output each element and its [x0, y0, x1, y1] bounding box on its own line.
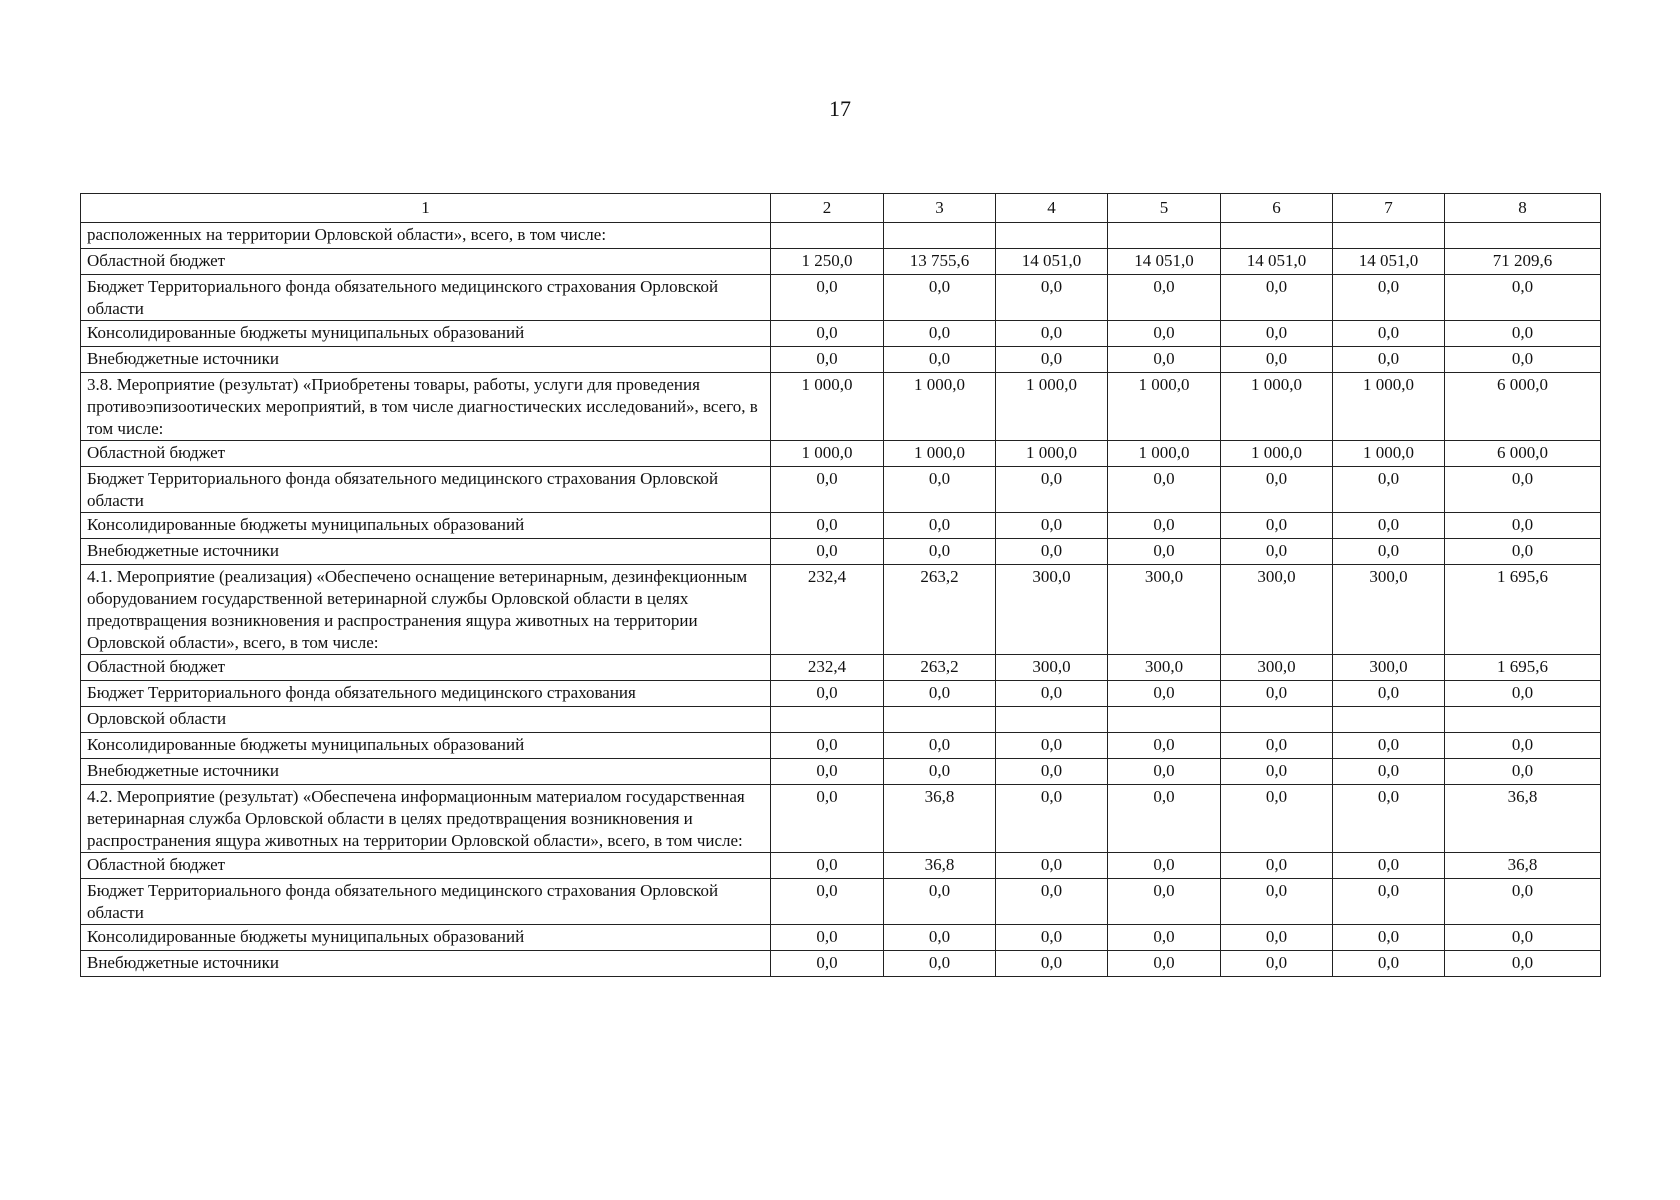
value-cell: 14 051,0: [1108, 249, 1221, 275]
value-cell: 300,0: [1108, 565, 1221, 655]
value-cell: 0,0: [996, 925, 1108, 951]
value-cell: 0,0: [1221, 539, 1333, 565]
page-number: 17: [829, 96, 851, 121]
value-cell: 0,0: [884, 275, 996, 321]
row-label: 4.1. Мероприятие (реализация) «Обеспечено оснащение ветеринарным, дезинфекционным оборудованием государственной ветеринарной службы Орловской области в целях предотвращения возникновения и распространения ящура животных на территории Орловской области», всего, в том числе:: [81, 565, 771, 655]
value-cell: 0,0: [1221, 733, 1333, 759]
value-cell: 0,0: [1108, 759, 1221, 785]
value-cell: 0,0: [1445, 879, 1601, 925]
value-cell: 300,0: [1221, 565, 1333, 655]
value-cell: 0,0: [1108, 925, 1221, 951]
budget-table: [80, 193, 1601, 977]
value-cell: 0,0: [1445, 925, 1601, 951]
value-cell: 0,0: [884, 539, 996, 565]
value-cell: [1221, 707, 1333, 733]
value-cell: 14 051,0: [1333, 249, 1445, 275]
value-cell: 0,0: [771, 785, 884, 853]
row-label: Областной бюджет: [81, 441, 771, 467]
value-cell: 0,0: [996, 513, 1108, 539]
value-cell: 0,0: [1221, 347, 1333, 373]
row-label: Консолидированные бюджеты муниципальных образований: [81, 733, 771, 759]
value-cell: 36,8: [884, 853, 996, 879]
row-label: 4.2. Мероприятие (результат) «Обеспечена информационным материалом государственная ветеринарная служба Орловской области в целях предотвращения возникновения и распространения ящура животных на территории Орловской области», всего, в том числе:: [81, 785, 771, 853]
value-cell: 300,0: [1108, 655, 1221, 681]
row-label: Внебюджетные источники: [81, 347, 771, 373]
value-cell: 0,0: [771, 759, 884, 785]
table-row: [81, 565, 1601, 655]
value-cell: 1 000,0: [996, 441, 1108, 467]
value-cell: 0,0: [1221, 513, 1333, 539]
table-row: [81, 655, 1601, 681]
header-cell: 4: [996, 194, 1108, 223]
value-cell: 0,0: [1333, 681, 1445, 707]
value-cell: 0,0: [1221, 759, 1333, 785]
value-cell: 0,0: [1333, 853, 1445, 879]
value-cell: 0,0: [1221, 785, 1333, 853]
value-cell: 0,0: [771, 853, 884, 879]
value-cell: [1221, 223, 1333, 249]
row-label: Консолидированные бюджеты муниципальных образований: [81, 513, 771, 539]
value-cell: 300,0: [996, 655, 1108, 681]
value-cell: 0,0: [884, 467, 996, 513]
value-cell: 1 000,0: [1108, 373, 1221, 441]
value-cell: 0,0: [1108, 681, 1221, 707]
row-label: Внебюджетные источники: [81, 759, 771, 785]
value-cell: 0,0: [1333, 347, 1445, 373]
value-cell: 6 000,0: [1445, 373, 1601, 441]
value-cell: 232,4: [771, 655, 884, 681]
value-cell: 0,0: [1108, 275, 1221, 321]
value-cell: 36,8: [884, 785, 996, 853]
value-cell: 300,0: [996, 565, 1108, 655]
value-cell: 1 000,0: [1108, 441, 1221, 467]
value-cell: 1 000,0: [1333, 441, 1445, 467]
table-row: [81, 925, 1601, 951]
value-cell: 0,0: [771, 879, 884, 925]
value-cell: 0,0: [1445, 347, 1601, 373]
table-row: [81, 681, 1601, 707]
row-label: расположенных на территории Орловской области», всего, в том числе:: [81, 223, 771, 249]
value-cell: 0,0: [1445, 539, 1601, 565]
value-cell: 0,0: [1108, 539, 1221, 565]
value-cell: 0,0: [771, 539, 884, 565]
table-row: [81, 347, 1601, 373]
value-cell: 0,0: [884, 321, 996, 347]
value-cell: 1 695,6: [1445, 565, 1601, 655]
value-cell: 0,0: [1333, 759, 1445, 785]
value-cell: 0,0: [771, 925, 884, 951]
value-cell: 0,0: [884, 681, 996, 707]
table-row: [81, 853, 1601, 879]
value-cell: 0,0: [996, 785, 1108, 853]
header-cell: 6: [1221, 194, 1333, 223]
value-cell: 0,0: [1333, 467, 1445, 513]
table-row: [81, 733, 1601, 759]
value-cell: 0,0: [884, 513, 996, 539]
value-cell: 0,0: [1333, 925, 1445, 951]
value-cell: 0,0: [771, 513, 884, 539]
table-row: [81, 879, 1601, 925]
value-cell: 0,0: [1445, 759, 1601, 785]
value-cell: 0,0: [996, 733, 1108, 759]
value-cell: 300,0: [1333, 655, 1445, 681]
row-label: Консолидированные бюджеты муниципальных образований: [81, 321, 771, 347]
table-row: [81, 275, 1601, 321]
value-cell: 0,0: [1108, 785, 1221, 853]
value-cell: [1445, 707, 1601, 733]
value-cell: [1108, 707, 1221, 733]
value-cell: 263,2: [884, 655, 996, 681]
row-label: Бюджет Территориального фонда обязательного медицинского страхования Орловской области: [81, 467, 771, 513]
value-cell: 0,0: [1333, 733, 1445, 759]
value-cell: 0,0: [1221, 681, 1333, 707]
value-cell: 0,0: [1333, 539, 1445, 565]
header-row: [81, 194, 1601, 223]
value-cell: 14 051,0: [996, 249, 1108, 275]
value-cell: [1333, 707, 1445, 733]
value-cell: 232,4: [771, 565, 884, 655]
value-cell: 0,0: [771, 275, 884, 321]
value-cell: 1 250,0: [771, 249, 884, 275]
value-cell: 1 000,0: [884, 441, 996, 467]
value-cell: 0,0: [1445, 513, 1601, 539]
value-cell: 36,8: [1445, 785, 1601, 853]
value-cell: 0,0: [996, 951, 1108, 977]
value-cell: 0,0: [1108, 347, 1221, 373]
value-cell: 1 695,6: [1445, 655, 1601, 681]
table-row: [81, 759, 1601, 785]
row-label: Областной бюджет: [81, 249, 771, 275]
table-row: [81, 441, 1601, 467]
header-cell: 1: [81, 194, 771, 223]
value-cell: 0,0: [1221, 853, 1333, 879]
value-cell: [1333, 223, 1445, 249]
value-cell: 0,0: [884, 925, 996, 951]
header-cell: 2: [771, 194, 884, 223]
value-cell: 0,0: [1108, 853, 1221, 879]
value-cell: 0,0: [996, 347, 1108, 373]
value-cell: 0,0: [1221, 879, 1333, 925]
value-cell: [884, 707, 996, 733]
value-cell: 1 000,0: [1221, 441, 1333, 467]
row-label: Областной бюджет: [81, 655, 771, 681]
value-cell: 0,0: [1221, 951, 1333, 977]
value-cell: 36,8: [1445, 853, 1601, 879]
value-cell: [1445, 223, 1601, 249]
value-cell: 0,0: [1333, 785, 1445, 853]
table-row: [81, 707, 1601, 733]
value-cell: 0,0: [996, 275, 1108, 321]
value-cell: 0,0: [884, 759, 996, 785]
value-cell: 1 000,0: [996, 373, 1108, 441]
header-cell: 3: [884, 194, 996, 223]
value-cell: 0,0: [771, 347, 884, 373]
value-cell: 0,0: [1108, 321, 1221, 347]
value-cell: 0,0: [1108, 879, 1221, 925]
row-label: 3.8. Мероприятие (результат) «Приобретены товары, работы, услуги для проведения противоэпизоотических мероприятий, в том числе диагностических исследований», всего, в том числе:: [81, 373, 771, 441]
value-cell: 0,0: [996, 759, 1108, 785]
value-cell: 0,0: [1221, 467, 1333, 513]
value-cell: 0,0: [1221, 275, 1333, 321]
value-cell: [771, 223, 884, 249]
table-row: [81, 785, 1601, 853]
table-row: [81, 539, 1601, 565]
value-cell: 0,0: [1108, 951, 1221, 977]
table-row: [81, 467, 1601, 513]
row-label: Бюджет Территориального фонда обязательного медицинского страхования Орловской области: [81, 879, 771, 925]
value-cell: 300,0: [1221, 655, 1333, 681]
value-cell: 1 000,0: [1221, 373, 1333, 441]
row-label: Бюджет Территориального фонда обязательного медицинского страхования: [81, 681, 771, 707]
value-cell: 0,0: [1333, 879, 1445, 925]
value-cell: 1 000,0: [771, 441, 884, 467]
value-cell: 0,0: [771, 467, 884, 513]
value-cell: 0,0: [884, 733, 996, 759]
table-row: [81, 373, 1601, 441]
value-cell: 0,0: [1445, 275, 1601, 321]
value-cell: [771, 707, 884, 733]
value-cell: 0,0: [1333, 513, 1445, 539]
row-label: Внебюджетные источники: [81, 539, 771, 565]
table-row: [81, 513, 1601, 539]
value-cell: 1 000,0: [884, 373, 996, 441]
table-row: [81, 951, 1601, 977]
value-cell: 1 000,0: [1333, 373, 1445, 441]
value-cell: 6 000,0: [1445, 441, 1601, 467]
value-cell: [996, 223, 1108, 249]
value-cell: 13 755,6: [884, 249, 996, 275]
value-cell: 0,0: [771, 951, 884, 977]
value-cell: [1108, 223, 1221, 249]
header-cell: 7: [1333, 194, 1445, 223]
value-cell: 0,0: [996, 321, 1108, 347]
value-cell: 71 209,6: [1445, 249, 1601, 275]
value-cell: 0,0: [1445, 467, 1601, 513]
value-cell: 263,2: [884, 565, 996, 655]
header-cell: 5: [1108, 194, 1221, 223]
row-label: Внебюджетные источники: [81, 951, 771, 977]
value-cell: 0,0: [1221, 925, 1333, 951]
value-cell: 0,0: [1445, 733, 1601, 759]
value-cell: [884, 223, 996, 249]
value-cell: 0,0: [1333, 275, 1445, 321]
value-cell: 0,0: [996, 539, 1108, 565]
row-label: Консолидированные бюджеты муниципальных образований: [81, 925, 771, 951]
table-row: [81, 223, 1601, 249]
value-cell: 0,0: [1445, 321, 1601, 347]
value-cell: 0,0: [771, 733, 884, 759]
value-cell: 0,0: [1333, 321, 1445, 347]
value-cell: 1 000,0: [771, 373, 884, 441]
row-label: Областной бюджет: [81, 853, 771, 879]
value-cell: 300,0: [1333, 565, 1445, 655]
value-cell: 0,0: [1108, 733, 1221, 759]
value-cell: 0,0: [996, 853, 1108, 879]
value-cell: 0,0: [771, 681, 884, 707]
value-cell: 0,0: [1333, 951, 1445, 977]
row-label: Бюджет Территориального фонда обязательного медицинского страхования Орловской области: [81, 275, 771, 321]
value-cell: 0,0: [1108, 467, 1221, 513]
value-cell: 0,0: [884, 347, 996, 373]
header-cell: 8: [1445, 194, 1601, 223]
table-body: [81, 194, 1601, 977]
row-label: Орловской области: [81, 707, 771, 733]
table-row: [81, 321, 1601, 347]
value-cell: 14 051,0: [1221, 249, 1333, 275]
value-cell: 0,0: [1108, 513, 1221, 539]
value-cell: 0,0: [884, 879, 996, 925]
value-cell: 0,0: [996, 467, 1108, 513]
table-row: [81, 249, 1601, 275]
value-cell: 0,0: [884, 951, 996, 977]
value-cell: 0,0: [771, 321, 884, 347]
value-cell: 0,0: [996, 879, 1108, 925]
value-cell: 0,0: [1221, 321, 1333, 347]
value-cell: 0,0: [1445, 681, 1601, 707]
value-cell: [996, 707, 1108, 733]
value-cell: 0,0: [1445, 951, 1601, 977]
value-cell: 0,0: [996, 681, 1108, 707]
